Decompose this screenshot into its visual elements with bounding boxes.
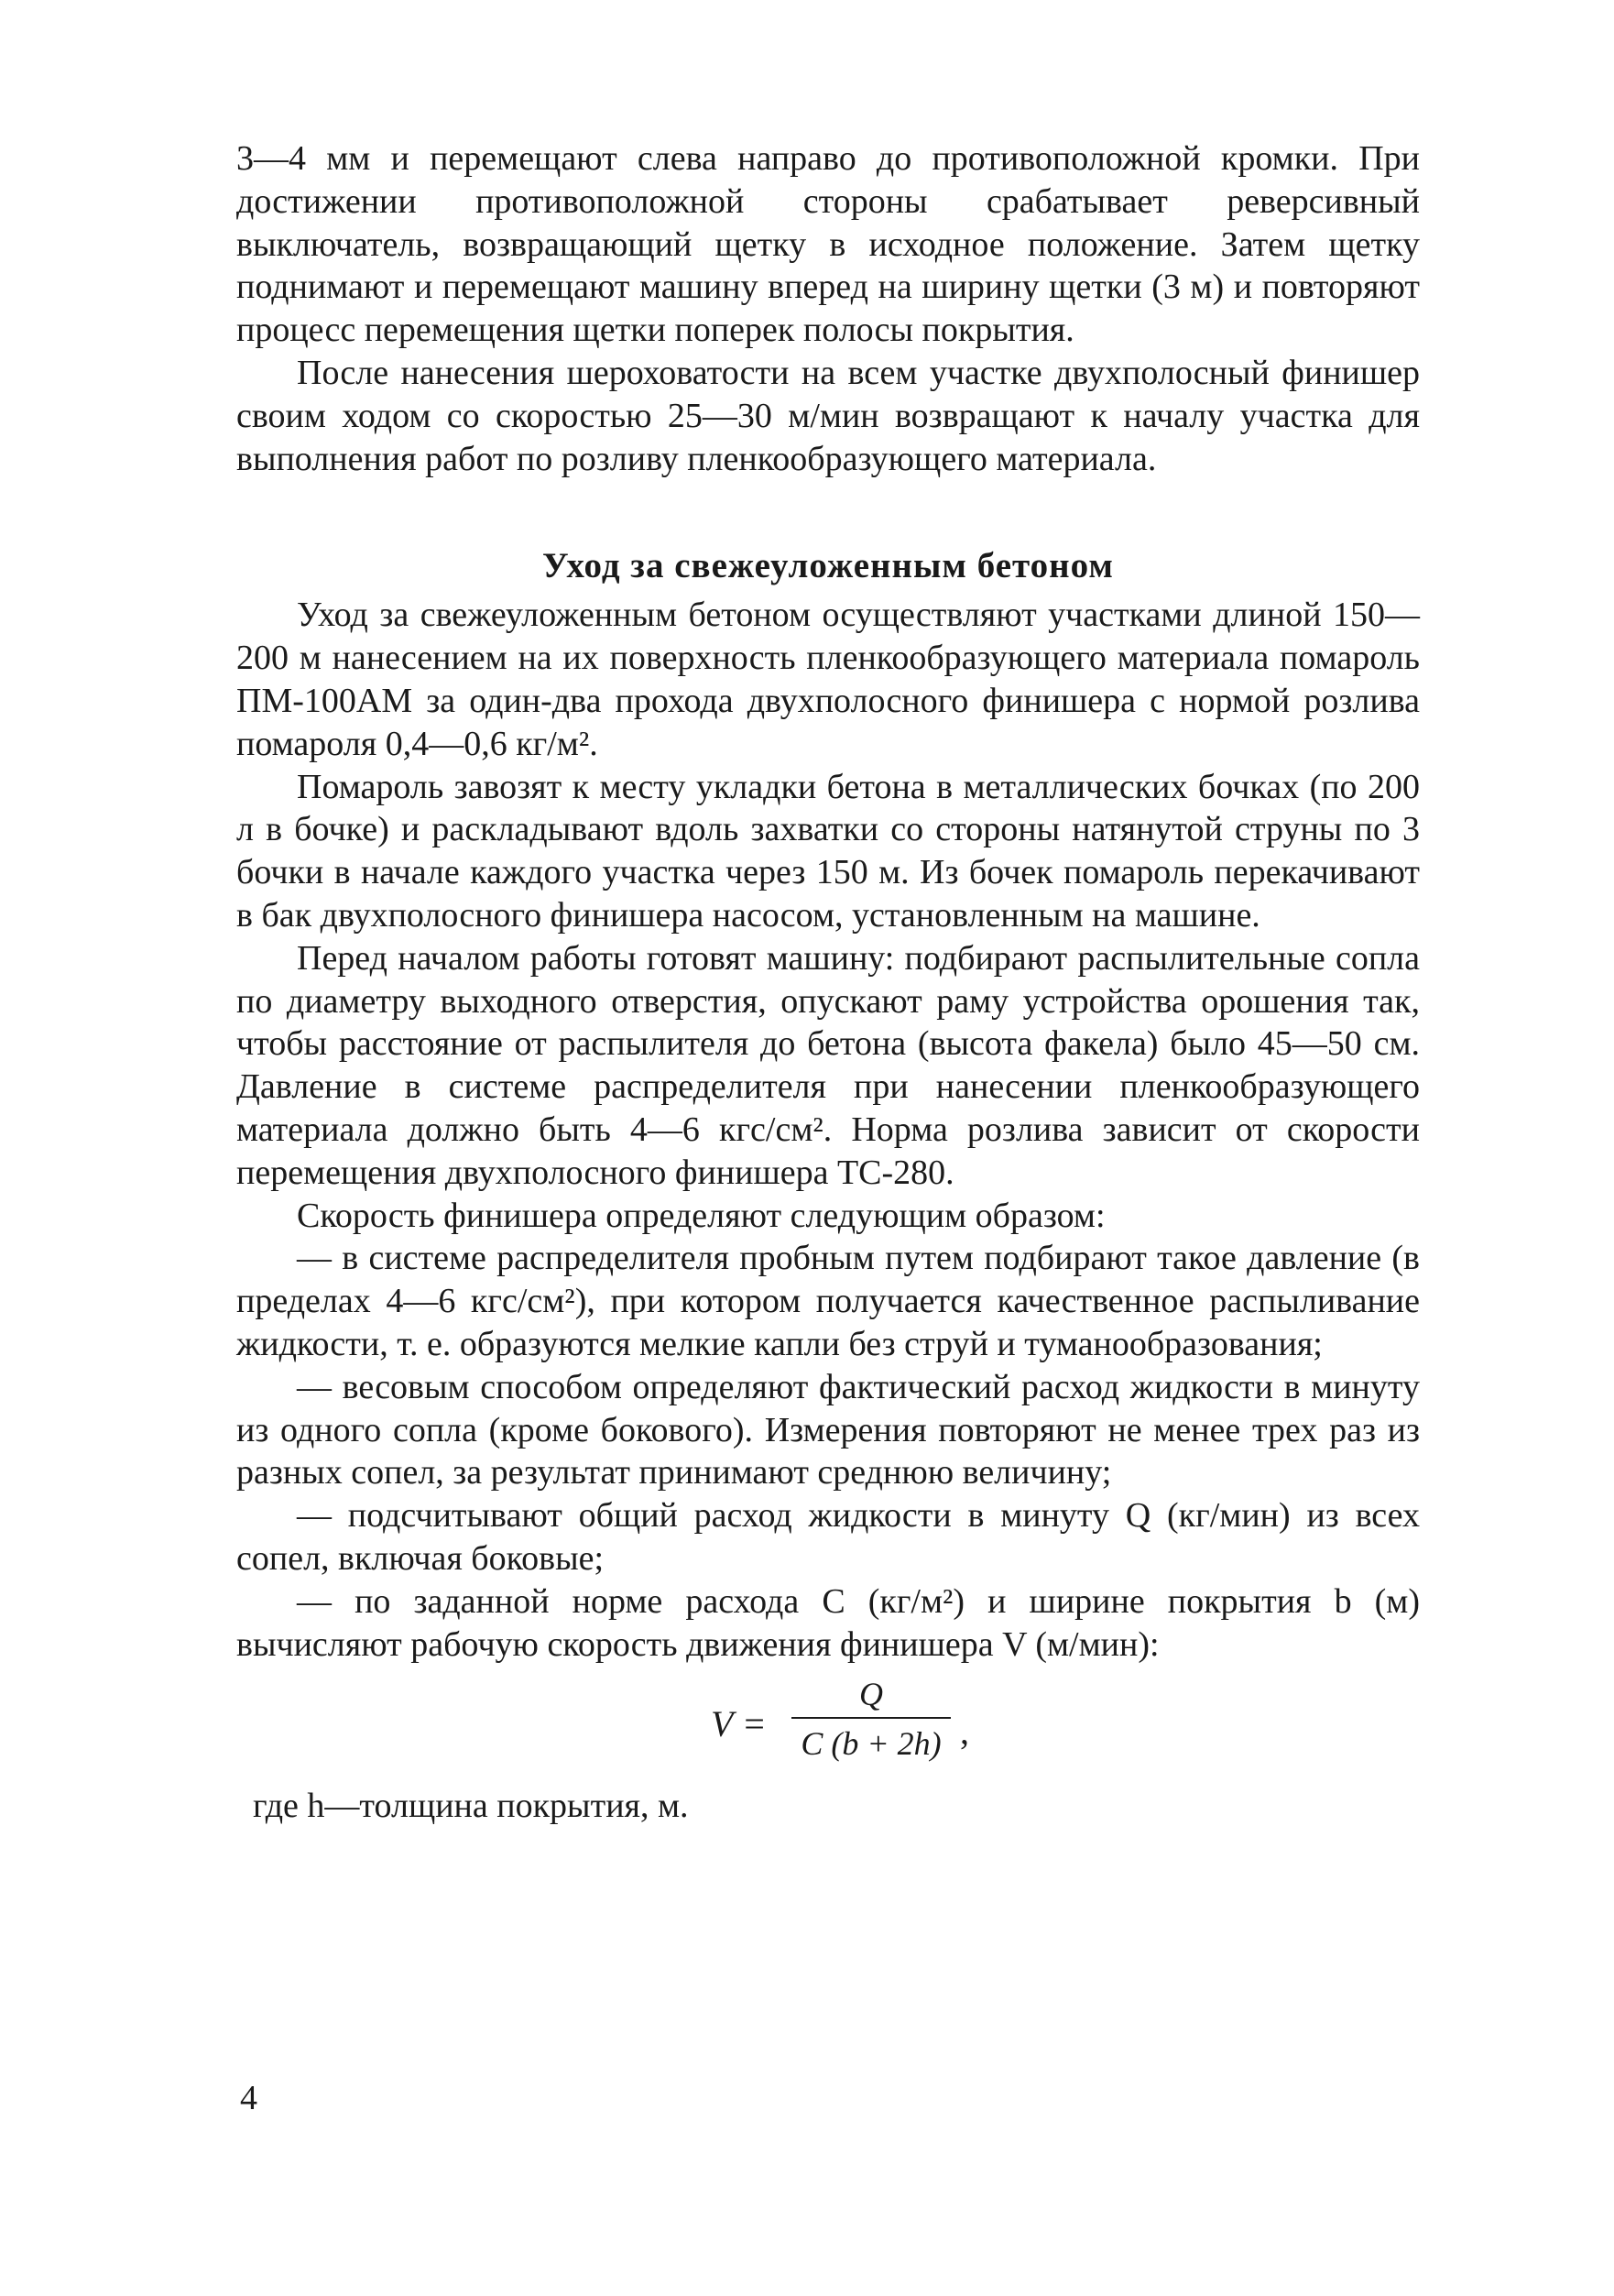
paragraph-intro-1: 3—4 мм и перемещают слева направо до противоположной кромки. При достижении противоположной стороны срабатывает реверсивный выключатель, возвращающий щетку в исходное положение. Затем щетку поднимают и перемещают машину вперед на ширину щетки (3 м) и повторяют процесс перемещения щетки поперек полосы покрытия. (236, 139, 1420, 350)
formula-denominator: C (b + 2h) (801, 1725, 942, 1763)
page-number: 4 (240, 2079, 257, 2117)
paragraph-care-3: Перед началом работы готовят машину: подбирают распылительные сопла по диаметру выходного отверстия, опускают раму устройства орошения так, чтобы расстояние от распылителя до бетона (высота факела) было 45—50 см. Давление в системе распределителя при нанесении пленкообразующего материала должно быть 4—6 кгс/см². Норма розлива зависит от скорости перемещения двухполосного финишера ТС-280. (236, 938, 1420, 1192)
formula-where-line: где h—толщина покрытия, м. (253, 1787, 689, 1826)
formula-comma: , (960, 1711, 969, 1753)
paragraph-care-4: Скорость финишера определяют следующим образом: (297, 1196, 1106, 1235)
page-content (236, 137, 1420, 1827)
paragraph-care-2: Помароль завозят к месту укладки бетона в металлических бочках (по 200 л в бочке) и раскладывают вдоль захватки со стороны натянутой струны по 3 бочки в начале каждого участка через 150 м. Из бочек помароль перекачивают в бак двухполосного финишера насосом, установленным на машине. (236, 767, 1420, 935)
paragraph-care-1: Уход за свежеуложенным бетоном осуществляют участками длиной 150—200 м нанесением на их поверхность пленкообразующего материала помароль ПМ-100АМ за один-два прохода двухполосного финишера с нормой розлива помароля 0,4—0,6 кг/м². (236, 596, 1420, 763)
speed-formula (236, 1673, 1420, 1781)
formula-fraction (791, 1673, 951, 1765)
list-item-weight: — весовым способом определяют фактический расход жидкости в минуту из одного сопла (кроме бокового). Измерения повторяют не менее трех раз из разных сопел, за результат принимают среднюю величину; (236, 1367, 1420, 1492)
fraction-bar (791, 1717, 951, 1719)
list-item-speed: — по заданной норме расхода С (кг/м²) и ширине покрытия b (м) вычисляют рабочую скорость движения финишера V (м/мин): (236, 1581, 1420, 1664)
formula-numerator: Q (859, 1676, 883, 1713)
list-item-pressure: — в системе распределителя пробным путем подбирают такое давление (в пределах 4—6 кгс/см²), при котором получается качественное распыливание жидкости, т. е. образуются мелкие капли без струй и туманообразования; (236, 1239, 1420, 1363)
list-item-total-flow: — подсчитывают общий расход жидкости в минуту Q (кг/мин) из всех сопел, включая боковые; (236, 1496, 1420, 1578)
formula-lhs: V = (711, 1703, 767, 1745)
paragraph-intro-2: После нанесения шероховатости на всем участке двухполосный финишер своим ходом со скоростью 25—30 м/мин возвращают к началу участка для выполнения работ по розливу пленкообразующего материала. (236, 353, 1420, 478)
section-heading: Уход за свежеуложенным бетоном (542, 546, 1114, 586)
